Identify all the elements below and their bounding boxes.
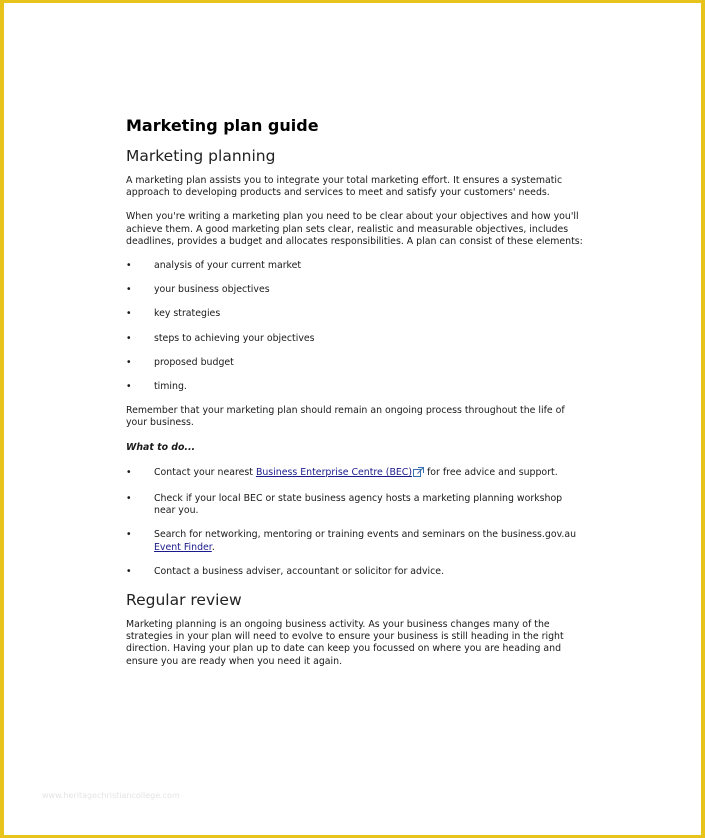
- bullet-glyph: •: [126, 332, 132, 344]
- bullet-glyph: •: [126, 260, 132, 272]
- intro-paragraph: A marketing plan assists you to integrate your total marketing effort. It ensures a systematic approach to developing products and services to meet and satisfy your customers' needs.: [126, 175, 563, 199]
- bullet-glyph: •: [126, 356, 132, 368]
- list-item-text: key strategies: [154, 308, 221, 320]
- bullet-glyph: •: [126, 493, 132, 505]
- list-item: [126, 308, 586, 320]
- plan-elements-list: [126, 260, 586, 393]
- list-item: [126, 284, 586, 296]
- list-item: [126, 529, 586, 553]
- bullet-glyph: •: [126, 466, 132, 478]
- list-item-text-after: for free advice and support.: [424, 466, 558, 478]
- document-content: [126, 115, 586, 680]
- document-page: [4, 3, 701, 835]
- section-heading-regular-review: Regular review: [126, 591, 242, 610]
- list-item-text: analysis of your current market: [154, 260, 302, 272]
- bullet-glyph: •: [126, 284, 132, 296]
- ongoing-process-paragraph: Remember that your marketing plan should remain an ongoing process throughout the life of your business.: [126, 405, 565, 429]
- section-heading-marketing-planning: Marketing planning: [126, 147, 276, 165]
- list-item: [126, 357, 586, 369]
- bullet-glyph: •: [126, 565, 132, 577]
- what-to-do-heading: What to do...: [126, 441, 196, 453]
- review-paragraph: Marketing planning is an ongoing business activity. As your business changes many of the strategies in your plan will need to evolve to ensure your business is still heading in the right direction. Having your plan up to date can keep you focussed on where you are heading and ensure you are ready when you need it again.: [126, 619, 564, 667]
- list-item: [126, 381, 586, 393]
- list-item: [126, 493, 586, 517]
- list-item-text-before: Search for networking, mentoring or training events and seminars on the business.gov.au: [154, 529, 577, 541]
- page-title: Marketing plan guide: [126, 116, 319, 135]
- list-item: [126, 467, 586, 481]
- list-item-text: proposed budget: [154, 356, 234, 368]
- list-item: [126, 333, 586, 345]
- list-item-text-before: Contact your nearest: [154, 466, 256, 478]
- what-to-do-list: [126, 467, 586, 578]
- bec-link[interactable]: Business Enterprise Centre (BEC): [255, 466, 413, 478]
- list-item: [126, 566, 586, 578]
- list-item-text: steps to achieving your objectives: [154, 332, 315, 344]
- list-item-text: your business objectives: [154, 284, 270, 296]
- bullet-glyph: •: [126, 308, 132, 320]
- list-item-text: Contact a business adviser, accountant or solicitor for advice.: [154, 565, 445, 577]
- list-item: [126, 260, 586, 272]
- event-finder-link[interactable]: Event Finder: [154, 541, 212, 553]
- list-item-text: Check if your local BEC or state business agency hosts a marketing planning workshop near you.: [154, 493, 563, 517]
- bullet-glyph: •: [126, 381, 132, 393]
- external-link-icon: [413, 467, 424, 481]
- list-item-text: timing.: [154, 381, 187, 393]
- elements-paragraph: When you're writing a marketing plan you need to be clear about your objectives and how you'll achieve them. A good marketing plan sets clear, realistic and measurable objectives, includes deadlines, provides a budget and allocates responsibilities. A plan can consist of these elements:: [126, 211, 583, 247]
- list-item-text-after: .: [211, 541, 215, 553]
- watermark-text: www.heritagechristiancollege.com: [42, 791, 180, 800]
- bullet-glyph: •: [126, 529, 132, 541]
